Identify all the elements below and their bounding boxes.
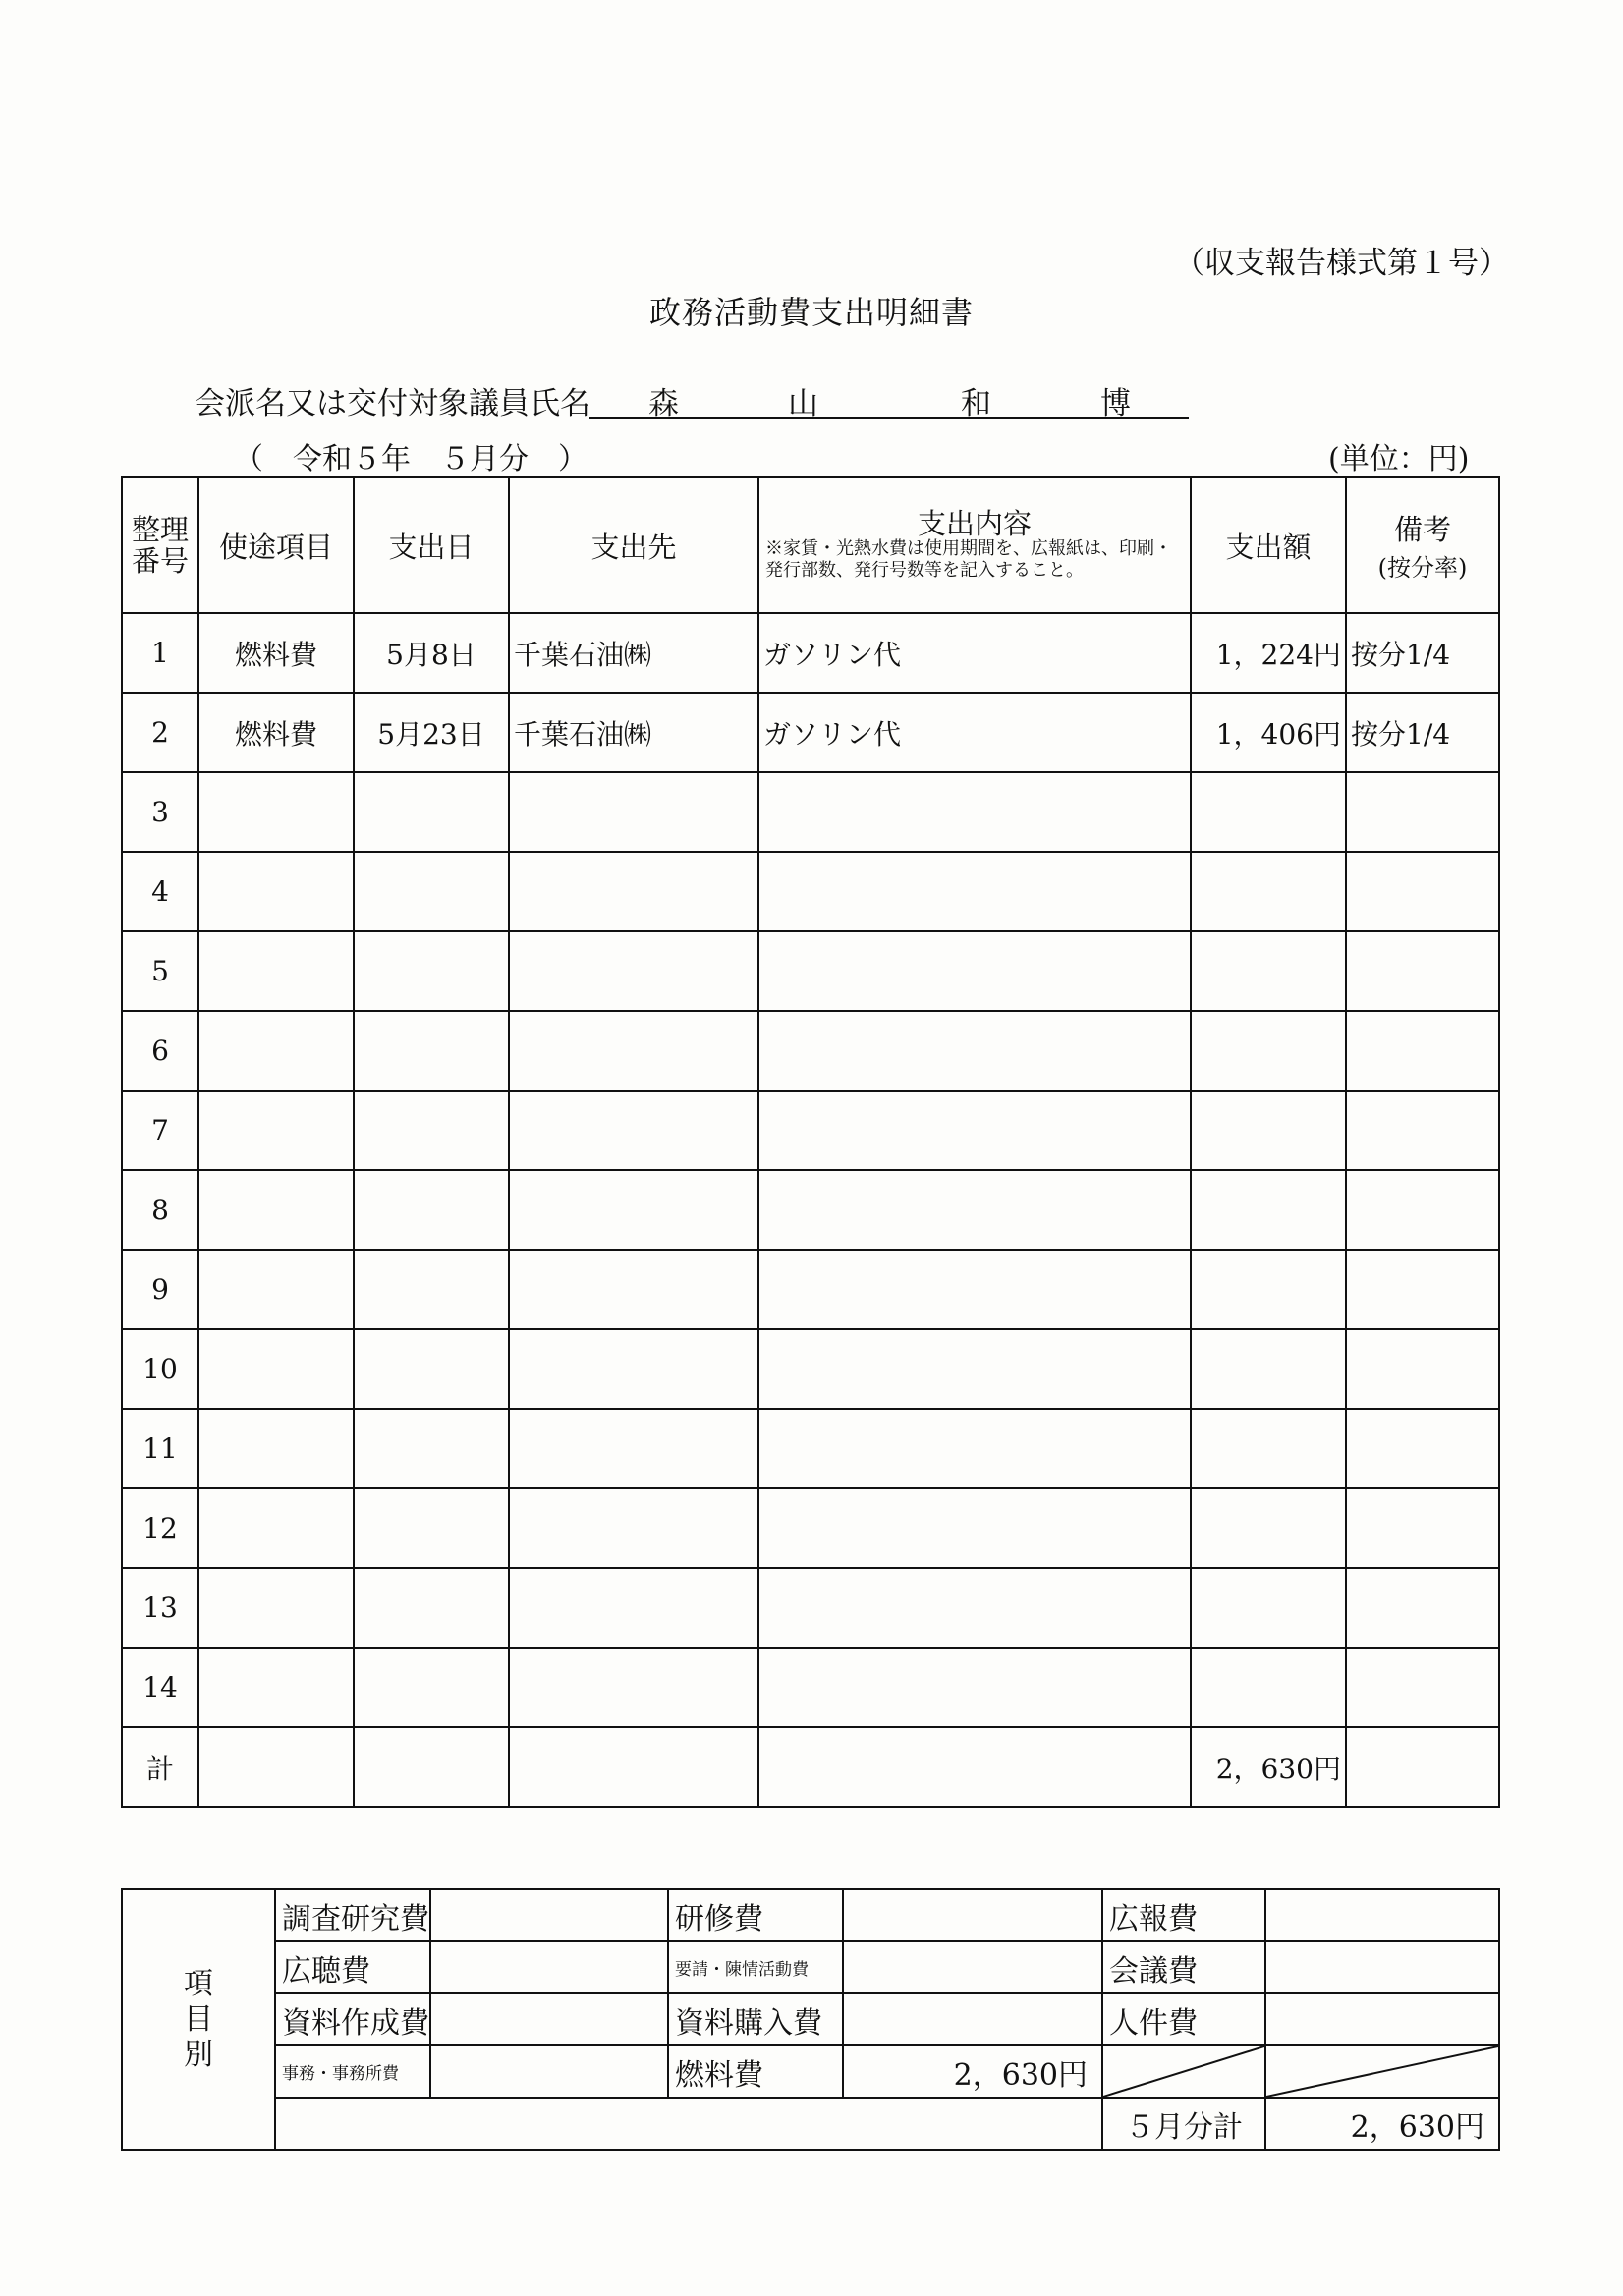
summary-side-label: 項目別 — [122, 1889, 275, 2150]
row-content — [758, 1329, 1191, 1409]
row-remarks — [1346, 1170, 1499, 1250]
row-remarks — [1346, 1409, 1499, 1488]
header-amount: 支出額 — [1191, 477, 1346, 613]
table-row — [122, 1091, 1499, 1170]
row-amount — [1191, 1568, 1346, 1648]
row-number: 6 — [122, 1011, 198, 1091]
table-row — [122, 931, 1499, 1011]
summary-value — [430, 1889, 668, 1941]
row-content — [758, 1011, 1191, 1091]
summary-value — [843, 1993, 1102, 2045]
row-content — [758, 1568, 1191, 1648]
row-date — [354, 1329, 509, 1409]
row-number: 13 — [122, 1568, 198, 1648]
row-amount — [1191, 1329, 1346, 1409]
row-remarks — [1346, 931, 1499, 1011]
header-content-title: 支出内容 — [917, 507, 1032, 540]
month-total-value: 2，630円 — [1265, 2098, 1499, 2150]
row-amount — [1191, 1648, 1346, 1727]
row-date — [354, 772, 509, 852]
row-payee: 千葉石油㈱ — [509, 613, 758, 693]
row-payee — [509, 1409, 758, 1488]
row-item — [198, 1568, 354, 1648]
row-date — [354, 852, 509, 931]
row-number: 1 — [122, 613, 198, 693]
table-cell — [198, 1727, 354, 1807]
report-period: （ 令和５年 ５月分 ） — [234, 442, 588, 476]
row-date — [354, 1648, 509, 1727]
row-item — [198, 931, 354, 1011]
summary-label: 調査研究費 — [275, 1889, 430, 1941]
row-date — [354, 1091, 509, 1170]
table-row — [122, 1170, 1499, 1250]
summary-value — [1265, 1941, 1499, 1993]
table-row — [122, 1568, 1499, 1648]
name-underline — [589, 417, 1189, 419]
total-row — [122, 1727, 1499, 1807]
row-remarks — [1346, 772, 1499, 852]
row-content — [758, 1409, 1191, 1488]
row-payee — [509, 1170, 758, 1250]
summary-blank-cell — [275, 2098, 1102, 2150]
row-remarks — [1346, 852, 1499, 931]
row-payee — [509, 852, 758, 931]
summary-label: 人件費 — [1102, 1993, 1265, 2045]
document-title: 政務活動費支出明細書 — [648, 294, 974, 331]
row-item: 燃料費 — [198, 693, 354, 772]
summary-label: 広報費 — [1102, 1889, 1265, 1941]
row-item — [198, 852, 354, 931]
summary-value — [430, 2045, 668, 2098]
diagonal-empty-cell — [1265, 2045, 1499, 2098]
row-amount — [1191, 1409, 1346, 1488]
row-amount — [1191, 1488, 1346, 1568]
row-date — [354, 1011, 509, 1091]
row-content — [758, 772, 1191, 852]
row-number: 8 — [122, 1170, 198, 1250]
diagonal-line — [1103, 2046, 1264, 2097]
summary-value: 2，630円 — [843, 2045, 1102, 2098]
row-number: 14 — [122, 1648, 198, 1727]
row-amount — [1191, 1250, 1346, 1329]
table-row — [122, 693, 1499, 772]
row-payee — [509, 1568, 758, 1648]
summary-label: 研修費 — [668, 1889, 843, 1941]
row-amount — [1191, 1091, 1346, 1170]
member-name-char: 森 — [648, 386, 679, 421]
row-content — [758, 852, 1191, 931]
table-cell — [1346, 1727, 1499, 1807]
summary-value — [843, 1889, 1102, 1941]
row-remarks — [1346, 1568, 1499, 1648]
row-number: 7 — [122, 1091, 198, 1170]
header-payee: 支出先 — [509, 477, 758, 613]
row-content — [758, 1648, 1191, 1727]
row-amount — [1191, 852, 1346, 931]
row-item — [198, 1329, 354, 1409]
summary-value — [1265, 1889, 1499, 1941]
header-date: 支出日 — [354, 477, 509, 613]
row-remarks — [1346, 1648, 1499, 1727]
summary-label: 会議費 — [1102, 1941, 1265, 1993]
row-remarks — [1346, 1329, 1499, 1409]
diagonal-line — [1266, 2046, 1498, 2097]
row-item — [198, 1648, 354, 1727]
row-remarks — [1346, 1250, 1499, 1329]
row-number: 12 — [122, 1488, 198, 1568]
row-remarks — [1346, 1091, 1499, 1170]
header-content — [758, 477, 1191, 613]
header-remarks-title: 備考 — [1393, 513, 1451, 546]
summary-label: 燃料費 — [668, 2045, 843, 2098]
row-content — [758, 1250, 1191, 1329]
row-amount — [1191, 931, 1346, 1011]
row-payee — [509, 931, 758, 1011]
row-amount — [1191, 1011, 1346, 1091]
row-remarks: 按分1/4 — [1346, 693, 1499, 772]
row-content — [758, 1170, 1191, 1250]
row-amount: 1，406円 — [1191, 693, 1346, 772]
header-remarks — [1346, 477, 1499, 613]
row-item — [198, 1409, 354, 1488]
summary-value — [843, 1941, 1102, 1993]
row-date — [354, 1568, 509, 1648]
row-item — [198, 1250, 354, 1329]
table-row — [122, 772, 1499, 852]
row-number: 9 — [122, 1250, 198, 1329]
row-payee — [509, 1011, 758, 1091]
row-payee — [509, 1329, 758, 1409]
table-row — [122, 1011, 1499, 1091]
row-number: 3 — [122, 772, 198, 852]
row-item — [198, 1488, 354, 1568]
row-content — [758, 931, 1191, 1011]
header-remarks-sub: (按分率) — [1377, 554, 1468, 582]
table-row — [122, 1250, 1499, 1329]
row-number: 11 — [122, 1409, 198, 1488]
table-row — [122, 1648, 1499, 1727]
row-amount — [1191, 1170, 1346, 1250]
table-row — [122, 1329, 1499, 1409]
row-remarks — [1346, 1488, 1499, 1568]
row-payee — [509, 1091, 758, 1170]
summary-label: 資料作成費 — [275, 1993, 430, 2045]
month-total-label: ５月分計 — [1102, 2098, 1265, 2150]
row-content — [758, 1488, 1191, 1568]
form-number: （収支報告様式第１号） — [1174, 246, 1509, 281]
row-date — [354, 931, 509, 1011]
header-content-note: ※家賃・光熱水費は使用期間を、広報紙は、印刷・発行部数、発行号数等を記入すること。 — [765, 538, 1172, 581]
header-item: 使途項目 — [198, 477, 354, 613]
summary-label: 要請・陳情活動費 — [668, 1941, 843, 1993]
row-payee — [509, 1488, 758, 1568]
summary-label: 資料購入費 — [668, 1993, 843, 2045]
summary-value — [1265, 1993, 1499, 2045]
row-payee — [509, 772, 758, 852]
member-name-char: 和 — [961, 386, 991, 421]
row-amount: 1，224円 — [1191, 613, 1346, 693]
summary-value — [430, 1993, 668, 2045]
row-item: 燃料費 — [198, 613, 354, 693]
table-row — [122, 1409, 1499, 1488]
row-amount — [1191, 772, 1346, 852]
row-remarks — [1346, 1011, 1499, 1091]
member-name-char: 博 — [1100, 386, 1131, 421]
total-label: 計 — [122, 1727, 198, 1807]
category-summary-table — [121, 1888, 1500, 2151]
summary-label: 広聴費 — [275, 1941, 430, 1993]
row-number: 2 — [122, 693, 198, 772]
row-content: ガソリン代 — [758, 693, 1191, 772]
unit-label: (単位：円) — [1328, 442, 1470, 476]
row-date — [354, 1409, 509, 1488]
row-date — [354, 1170, 509, 1250]
member-name-char: 山 — [788, 386, 818, 421]
row-item — [198, 1011, 354, 1091]
row-date: 5月8日 — [354, 613, 509, 693]
table-header-row — [122, 477, 1499, 613]
row-item — [198, 1091, 354, 1170]
row-number: 4 — [122, 852, 198, 931]
row-payee: 千葉石油㈱ — [509, 693, 758, 772]
table-row — [122, 613, 1499, 693]
expenditure-table — [121, 476, 1500, 1808]
table-cell — [509, 1727, 758, 1807]
table-cell — [758, 1727, 1191, 1807]
row-content: ガソリン代 — [758, 613, 1191, 693]
row-item — [198, 1170, 354, 1250]
total-amount: 2，630円 — [1191, 1727, 1346, 1807]
header-number: 整理番号 — [122, 477, 198, 613]
row-content — [758, 1091, 1191, 1170]
row-number: 5 — [122, 931, 198, 1011]
row-date — [354, 1488, 509, 1568]
diagonal-empty-cell — [1102, 2045, 1265, 2098]
member-label: 会派名又は交付対象議員氏名 — [195, 386, 590, 421]
table-row — [122, 1488, 1499, 1568]
row-date — [354, 1250, 509, 1329]
row-payee — [509, 1648, 758, 1727]
summary-value — [430, 1941, 668, 1993]
table-row — [122, 852, 1499, 931]
row-number: 10 — [122, 1329, 198, 1409]
row-date: 5月23日 — [354, 693, 509, 772]
summary-label: 事務・事務所費 — [275, 2045, 430, 2098]
table-cell — [354, 1727, 509, 1807]
row-item — [198, 772, 354, 852]
row-remarks: 按分1/4 — [1346, 613, 1499, 693]
row-payee — [509, 1250, 758, 1329]
